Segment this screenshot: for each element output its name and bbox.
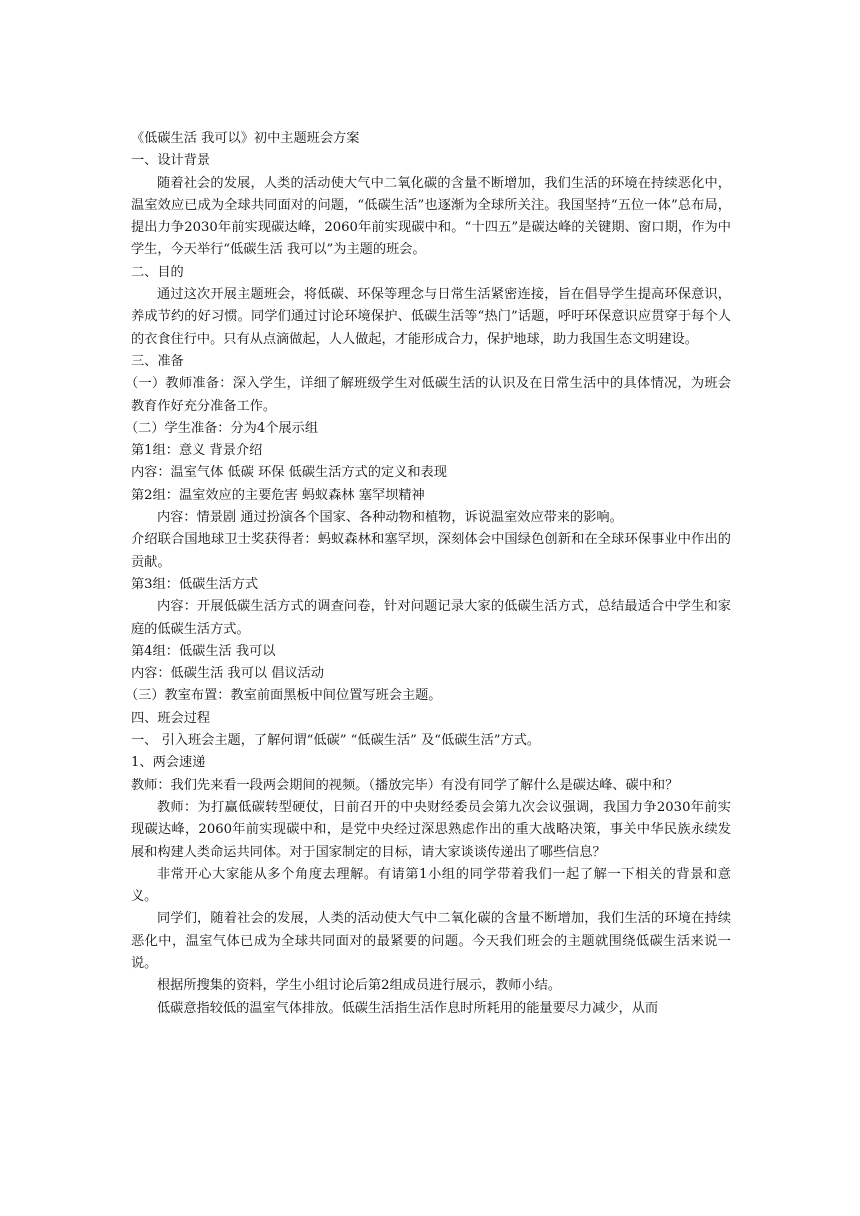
paragraph: 教师：为打赢低碳转型硬仗，日前召开的中央财经委员会第九次会议强调，我国力争2030年前实现碳达峰，2060年前实现碳中和，是党中央经过深思熟虑作出的重大战略决策，事关中华民族永续发展和构建人类命运共同体。对于国家制定的目标，请大家谈谈传递出了哪些信息？ [131,799,731,860]
paragraph: 第4组：低碳生活 我可以 [131,643,276,659]
paragraph: 第1组：意义 背景介绍 [131,443,263,459]
document-title: 《低碳生活 我可以》初中主题班会方案 [131,131,360,146]
paragraph: （二）学生准备：分为4个展示组 [125,420,319,436]
paragraph: 第2组：温室效应的主要危害 蚂蚁森林 塞罕坝精神 [131,487,425,503]
paragraph: 介绍联合国地球卫士奖获得者：蚂蚁森林和塞罕坝，深刻体会中国绿色创新和在全球环保事业中作出的贡献。 [131,532,731,570]
paragraph: 三、准备 [131,353,184,369]
paragraph: 第3组：低碳生活方式 [131,576,259,592]
paragraph: （三）教室布置：教室前面黑板中间位置写班会主题。 [125,688,442,704]
paragraph: 四、班会过程 [131,710,211,726]
paragraph: 教师：我们先来看一段两会期间的视频。（播放完毕）有没有同学了解什么是碳达峰、碳中和？ [131,777,679,793]
paragraph: （一）教师准备：深入学生，详细了解班级学生对低碳生活的认识及在日常生活中的具体情况，为班会教育作好充分准备工作。 [125,376,731,414]
paragraph: 低碳意指较低的温室气体排放。低碳生活指生活作息时所耗用的能量要尽力减少，从而 [157,1000,659,1016]
paragraph: 内容：开展低碳生活方式的调查问卷，针对问题记录大家的低碳生活方式，总结最适合中学生和家庭的低碳生活方式。 [131,599,731,637]
paragraph: 随着社会的发展，人类的活动使大气中二氧化碳的含量不断增加，我们生活的环境在持续恶化中，温室效应已成为全球共同面对的问题，“低碳生活”也逐渐为全球所关注。我国坚持“五位一体”总布局，提出力争2030年前实现碳达峰，2060年前实现碳中和。“十四五”是碳达峰的关键期、窗口期，作为中学生，今天举行“低碳生活 我可以”为主题的班会。 [131,175,731,258]
document-body [125,128,731,1020]
paragraph: 内容：温室气体 低碳 环保 低碳生活方式的定义和表现 [131,465,447,481]
paragraph: 根据所搜集的资料，学生小组讨论后第2组成员进行展示，教师小结。 [157,978,562,994]
paragraph: 1、两会速递 [131,755,206,771]
paragraph: 同学们，随着社会的发展，人类的活动使大气中二氧化碳的含量不断增加，我们生活的环境在持续恶化中，温室气体已成为全球共同面对的最紧要的问题。今天我们班会的主题就围绕低碳生活来说一说。 [131,911,731,971]
paragraph: 通过这次开展主题班会，将低碳、环保等理念与日常生活紧密连接，旨在倡导学生提高环保意识，养成节约的好习惯。同学们通过讨论环境保护、低碳生活等“热门”话题，呼吁环保意识应贯穿于每个人的衣食住行中。只有从点滴做起，人人做起，才能形成合力，保护地球，助力我国生态文明建设。 [131,287,731,347]
paragraph: 内容：低碳生活 我可以 倡议活动 [131,666,325,682]
paragraph: 二、目的 [131,264,184,280]
paragraph: 一、 引入班会主题，了解何谓“低碳” “低碳生活” 及“低碳生活”方式。 [131,733,541,749]
paragraph: 一、设计背景 [131,153,211,169]
paragraph: 非常开心大家能从多个角度去理解。有请第1小组的同学带着我们一起了解一下相关的背景和意义。 [131,866,731,905]
paragraph: 内容：情景剧 通过扮演各个国家、各种动物和植物，诉说温室效应带来的影响。 [157,510,623,526]
